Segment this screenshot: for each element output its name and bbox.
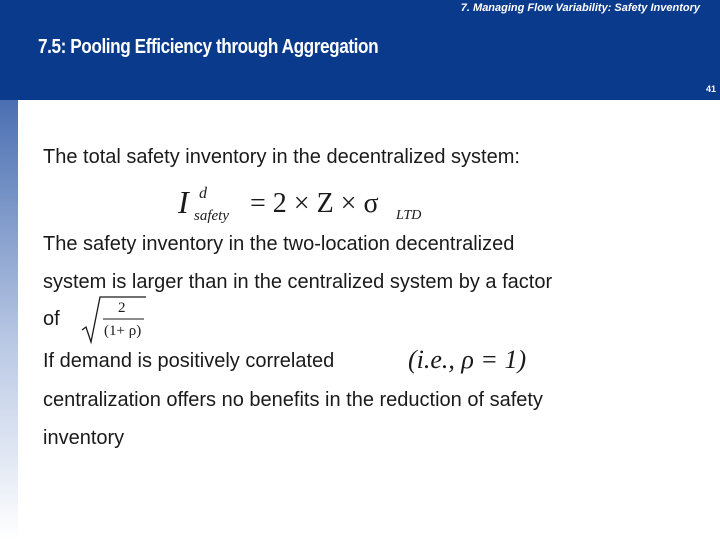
formula-pooling-factor (80, 294, 150, 346)
formula-safety-inventory (178, 184, 438, 230)
left-gradient-strip (0, 100, 18, 540)
body-text-line-4: of (43, 308, 60, 330)
formula-subscript: safety (194, 208, 229, 224)
sqrt-denominator: (1+ ρ) (104, 323, 142, 339)
body-text-line-6: centralization offers no benefits in the reduction of safety (43, 389, 543, 411)
formula-symbol: I (178, 184, 189, 220)
slide-title: 7.5: Pooling Efficiency through Aggregation (38, 36, 379, 58)
course-title: 7. Managing Flow Variability: Safety Inventory (460, 2, 700, 14)
body-text-line-1: The total safety inventory in the decentralized system: (43, 146, 520, 168)
slide-number: 41 (705, 84, 716, 94)
body-text-line-2: The safety inventory in the two-location decentralized (43, 233, 515, 255)
body-text-line-7: inventory (43, 427, 125, 449)
formula-rhs-subscript: LTD (396, 208, 422, 223)
sqrt-numerator: 2 (118, 300, 126, 316)
formula-rhs: = 2 × Z × σ (250, 188, 379, 219)
formula-correlation: (i.e., ρ = 1) (408, 345, 527, 374)
formula-superscript: d (199, 185, 207, 202)
body-text-line-3: system is larger than in the centralized system by a factor (43, 271, 553, 293)
body-text-line-5: If demand is positively correlated (43, 350, 335, 372)
